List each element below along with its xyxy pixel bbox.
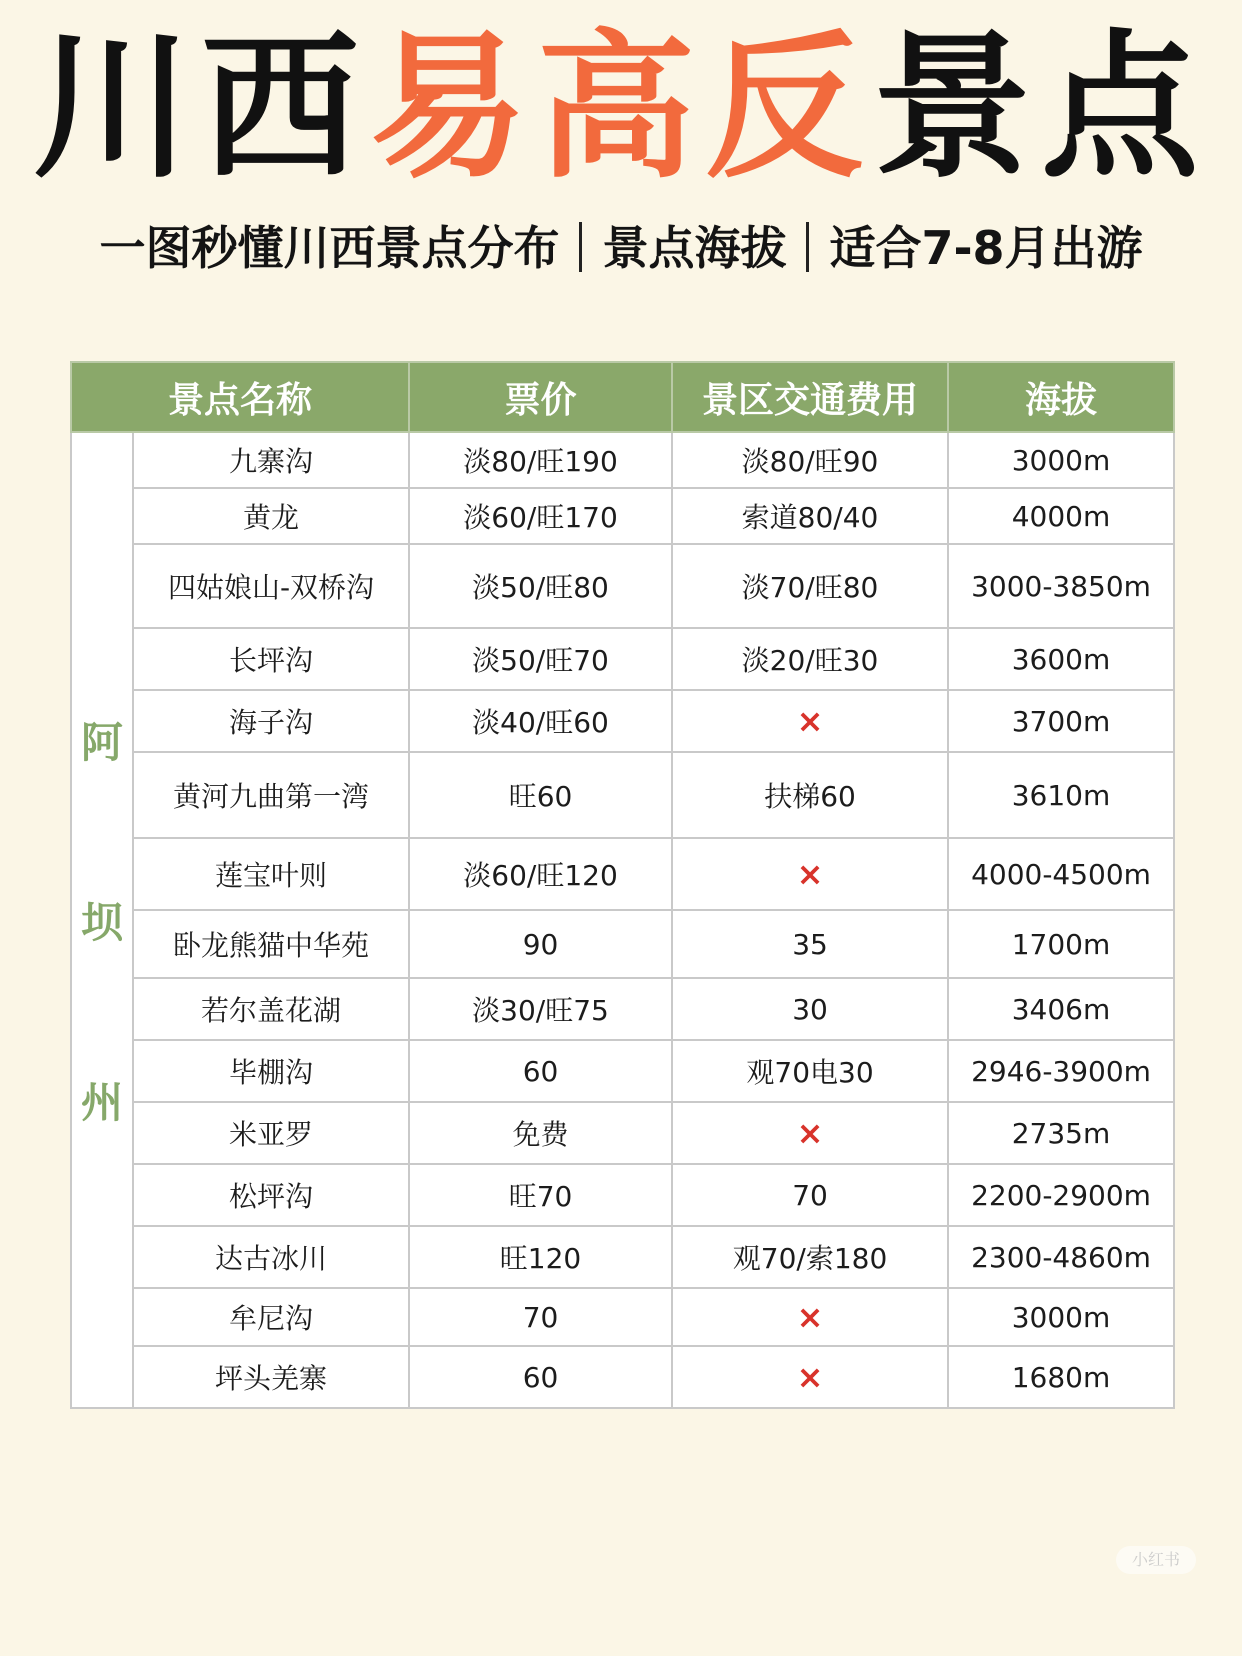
cell-ticket-price: 淡30/旺75: [409, 978, 672, 1040]
title-part-3: 景点: [873, 16, 1209, 200]
cell-spot-name: 黄河九曲第一湾: [133, 752, 409, 838]
cell-ticket-price: 70: [409, 1288, 672, 1346]
cell-ticket-price: 旺70: [409, 1164, 672, 1226]
table-row: [71, 1040, 1174, 1102]
cell-spot-name: 毕棚沟: [133, 1040, 409, 1102]
page-title: [0, 18, 1242, 198]
region-label: [72, 710, 132, 1130]
cell-transport-fee: 30: [672, 978, 948, 1040]
cell-altitude: 2735m: [948, 1102, 1174, 1164]
not-available-cross-icon: ×: [796, 1358, 824, 1396]
cell-ticket-price: 旺60: [409, 752, 672, 838]
cell-altitude: 3000-3850m: [948, 544, 1174, 628]
table-row: [71, 1102, 1174, 1164]
cell-altitude: 3700m: [948, 690, 1174, 752]
cell-spot-name: 米亚罗: [133, 1102, 409, 1164]
table-row: [71, 978, 1174, 1040]
cell-altitude: 2946-3900m: [948, 1040, 1174, 1102]
cell-altitude: 1700m: [948, 910, 1174, 978]
table-row: [71, 838, 1174, 910]
cell-transport-fee: 淡80/旺90: [672, 432, 948, 488]
cell-transport-fee: 35: [672, 910, 948, 978]
cell-spot-name: 海子沟: [133, 690, 409, 752]
table-row: [71, 1346, 1174, 1408]
scenic-spots-table: [70, 361, 1175, 1409]
cell-spot-name: 松坪沟: [133, 1164, 409, 1226]
cell-transport-fee: [672, 1346, 948, 1408]
cell-ticket-price: 60: [409, 1040, 672, 1102]
table-row: [71, 544, 1174, 628]
cell-spot-name: 若尔盖花湖: [133, 978, 409, 1040]
cell-transport-fee: 观70/索180: [672, 1226, 948, 1288]
cell-spot-name: 长坪沟: [133, 628, 409, 690]
cell-altitude: 1680m: [948, 1346, 1174, 1408]
cell-altitude: 3000m: [948, 1288, 1174, 1346]
not-available-cross-icon: ×: [796, 1114, 824, 1152]
cell-ticket-price: 淡60/旺170: [409, 488, 672, 544]
cell-altitude: 4000m: [948, 488, 1174, 544]
table-row: [71, 1164, 1174, 1226]
cell-ticket-price: 淡40/旺60: [409, 690, 672, 752]
cell-altitude: 3610m: [948, 752, 1174, 838]
cell-ticket-price: 90: [409, 910, 672, 978]
cell-altitude: 2300-4860m: [948, 1226, 1174, 1288]
cell-ticket-price: 60: [409, 1346, 672, 1408]
subtitle-divider: [579, 222, 582, 272]
cell-spot-name: 黄龙: [133, 488, 409, 544]
cell-ticket-price: 淡80/旺190: [409, 432, 672, 488]
cell-transport-fee: 70: [672, 1164, 948, 1226]
cell-ticket-price: 淡60/旺120: [409, 838, 672, 910]
table-row: [71, 488, 1174, 544]
cell-transport-fee: [672, 690, 948, 752]
cell-spot-name: 牟尼沟: [133, 1288, 409, 1346]
table-row: [71, 1226, 1174, 1288]
subtitle: [0, 216, 1242, 280]
cell-transport-fee: [672, 1102, 948, 1164]
cell-ticket-price: 淡50/旺70: [409, 628, 672, 690]
table-row: [71, 910, 1174, 978]
region-char: 州: [80, 1078, 123, 1127]
table-row: [71, 628, 1174, 690]
table-header-row: [71, 362, 1174, 432]
subtitle-segment-3: 适合7-8月出游: [829, 221, 1143, 275]
cell-transport-fee: 观70电30: [672, 1040, 948, 1102]
cell-ticket-price: 淡50/旺80: [409, 544, 672, 628]
region-char: 阿: [80, 718, 123, 767]
cell-ticket-price: 旺120: [409, 1226, 672, 1288]
table-body: [71, 432, 1174, 1408]
subtitle-segment-1: 一图秒懂川西景点分布: [99, 221, 560, 275]
region-label-cell: [71, 432, 133, 1408]
not-available-cross-icon: ×: [796, 855, 824, 893]
cell-altitude: 3406m: [948, 978, 1174, 1040]
not-available-cross-icon: ×: [796, 702, 824, 740]
cell-altitude: 2200-2900m: [948, 1164, 1174, 1226]
cell-ticket-price: 免费: [409, 1102, 672, 1164]
cell-transport-fee: 淡70/旺80: [672, 544, 948, 628]
cell-spot-name: 四姑娘山-双桥沟: [133, 544, 409, 628]
not-available-cross-icon: ×: [796, 1298, 824, 1336]
title-part-2-highlight: 易高反: [369, 16, 873, 200]
header-altitude: 海拔: [948, 362, 1174, 432]
cell-transport-fee: [672, 838, 948, 910]
cell-spot-name: 卧龙熊猫中华苑: [133, 910, 409, 978]
watermark-logo: 小红书: [1116, 1546, 1196, 1574]
subtitle-divider: [806, 222, 809, 272]
cell-transport-fee: 索道80/40: [672, 488, 948, 544]
cell-spot-name: 九寨沟: [133, 432, 409, 488]
table-row: [71, 752, 1174, 838]
cell-spot-name: 莲宝叶则: [133, 838, 409, 910]
cell-spot-name: 坪头羌寨: [133, 1346, 409, 1408]
cell-transport-fee: [672, 1288, 948, 1346]
region-char: 坝: [80, 898, 123, 947]
subtitle-segment-2: 景点海拔: [602, 221, 787, 275]
table-row: [71, 1288, 1174, 1346]
cell-altitude: 3600m: [948, 628, 1174, 690]
header-spot-name: 景点名称: [71, 362, 409, 432]
header-ticket-price: 票价: [409, 362, 672, 432]
cell-altitude: 3000m: [948, 432, 1174, 488]
cell-spot-name: 达古冰川: [133, 1226, 409, 1288]
cell-altitude: 4000-4500m: [948, 838, 1174, 910]
table-row: [71, 690, 1174, 752]
cell-transport-fee: 淡20/旺30: [672, 628, 948, 690]
title-part-1: 川西: [33, 16, 369, 200]
table-row: [71, 432, 1174, 488]
header-transport-fee: 景区交通费用: [672, 362, 948, 432]
cell-transport-fee: 扶梯60: [672, 752, 948, 838]
